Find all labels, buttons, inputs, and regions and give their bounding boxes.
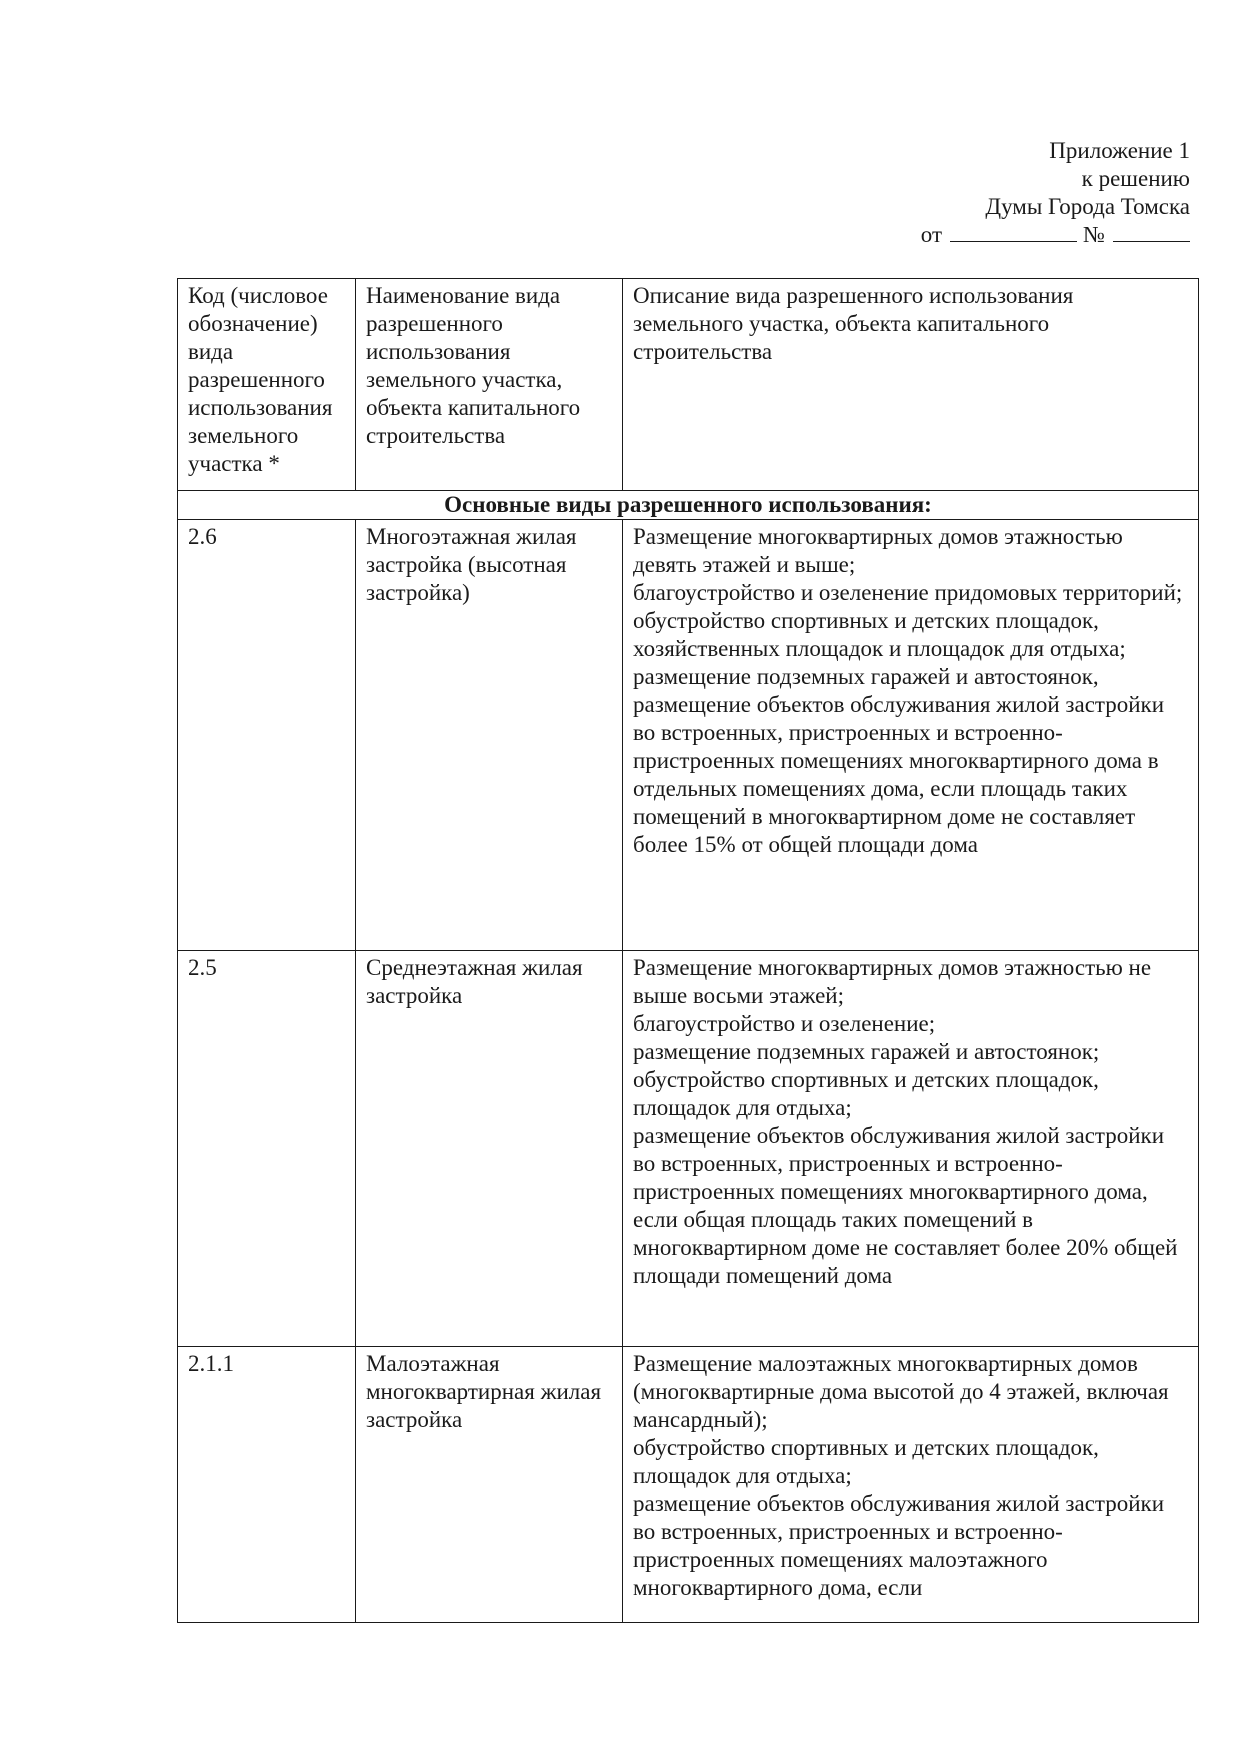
- row-name: Малоэтажная многоквартирная жилая застройка: [356, 1347, 623, 1623]
- row-code: 2.1.1: [178, 1347, 356, 1623]
- description-line: Размещение многоквартирных домов этажностью не выше восьми этажей;: [633, 955, 1152, 1008]
- land-use-table: [177, 278, 1199, 1623]
- number-sign: №: [1083, 222, 1105, 247]
- row-name: Среднеэтажная жилая застройка: [356, 951, 623, 1347]
- description-line: размещение подземных гаражей и автостоянок,: [633, 664, 1099, 689]
- section-row: [178, 491, 1199, 520]
- description-line: размещение объектов обслуживания жилой застройки во встроенных, пристроенных и встроенно-пристроенных помещениях многоквартирного дома, если общая площадь таких помещений в многоквартирном доме не составляет более 20% общей площади помещений дома: [633, 1123, 1178, 1288]
- row-name: Многоэтажная жилая застройка (высотная застройка): [356, 520, 623, 951]
- description-line: размещение объектов обслуживания жилой застройки во встроенных, пристроенных и встроенно-пристроенных помещениях малоэтажного многоквартирного дома, если: [633, 1491, 1165, 1600]
- attachment-decision: к решению: [1081, 166, 1190, 191]
- table-header-row: [178, 279, 1199, 491]
- header-name: Наименование вида разрешенного использования земельного участка, объекта капитального строительства: [356, 279, 623, 491]
- row-description: [623, 1347, 1199, 1623]
- header-code: Код (числовое обозначение) вида разрешенного использования земельного участка *: [178, 279, 356, 491]
- date-prefix: от: [920, 222, 943, 247]
- description-line: благоустройство и озеленение придомовых территорий;: [633, 580, 1183, 605]
- table-row: [178, 1347, 1199, 1623]
- description-line: размещение подземных гаражей и автостоянок;: [633, 1039, 1100, 1064]
- row-code: 2.5: [178, 951, 356, 1347]
- number-blank-field: [1113, 221, 1190, 242]
- description-line: обустройство спортивных и детских площадок, хозяйственных площадок и площадок для отдыха;: [633, 608, 1126, 661]
- date-blank-field: [950, 221, 1077, 242]
- description-line: обустройство спортивных и детских площадок, площадок для отдыха;: [633, 1435, 1099, 1488]
- description-line: благоустройство и озеленение;: [633, 1011, 936, 1036]
- row-description: [623, 951, 1199, 1347]
- attachment-title: Приложение 1: [1049, 138, 1190, 163]
- header-description: Описание вида разрешенного использования земельного участка, объекта капитального строительства: [623, 279, 1199, 491]
- description-line: Размещение многоквартирных домов этажностью девять этажей и выше;: [633, 524, 1123, 577]
- description-line: размещение объектов обслуживания жилой застройки во встроенных, пристроенных и встроенно-пристроенных помещениях многоквартирного дома в отдельных помещениях дома, если площадь таких помещений в многоквартирном доме не составляет более 15% от общей площади дома: [633, 692, 1165, 857]
- row-code: 2.6: [178, 520, 356, 951]
- description-line: обустройство спортивных и детских площадок, площадок для отдыха;: [633, 1067, 1099, 1120]
- section-title: Основные виды разрешенного использования:: [178, 491, 1199, 520]
- table-row: [178, 951, 1199, 1347]
- description-line: Размещение малоэтажных многоквартирных домов (многоквартирные дома высотой до 4 этажей, включая мансардный);: [633, 1351, 1169, 1432]
- attachment-date-number: [921, 221, 1190, 249]
- attachment-authority: Думы Города Томска: [985, 194, 1190, 219]
- row-description: [623, 520, 1199, 951]
- table-row: [178, 520, 1199, 951]
- attachment-header: [921, 137, 1190, 249]
